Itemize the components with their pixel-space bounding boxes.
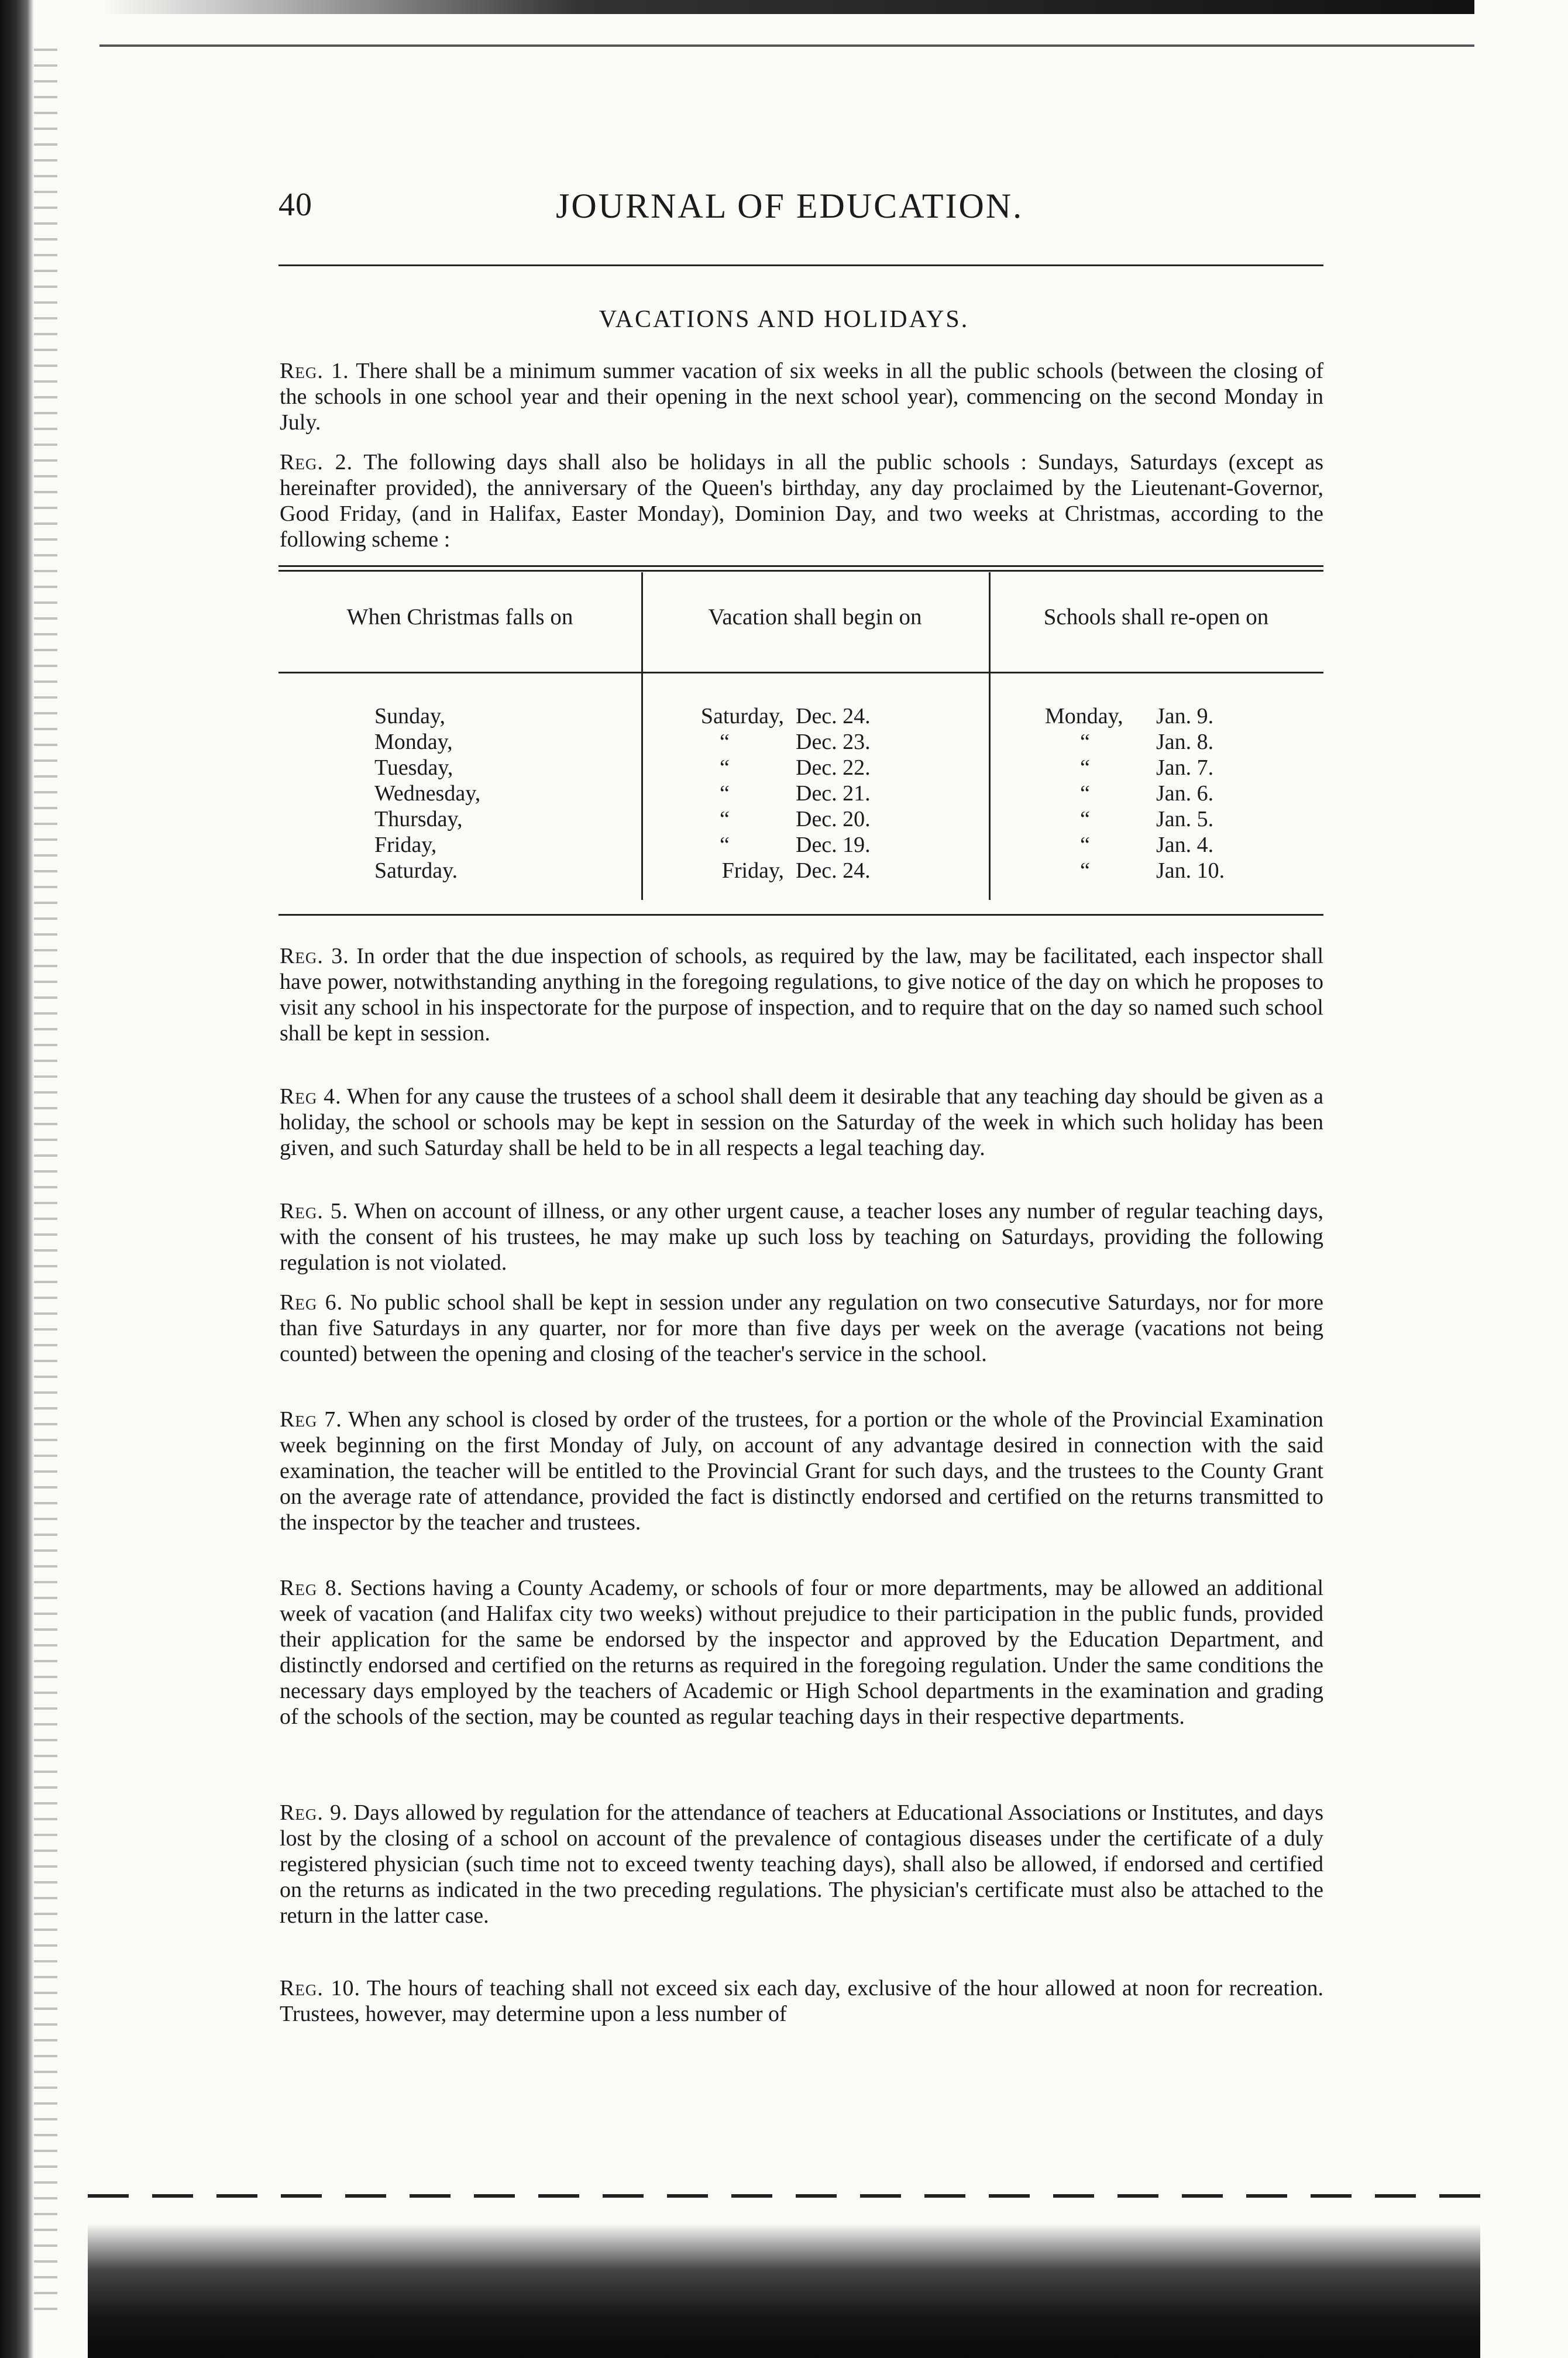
regulation-text: The hours of teaching shall not exceed six each day, exclusive of the hour allowed at noon for recreation. Trustees, however, may determine upon a less number of [280,1976,1323,2026]
column-reopen-date [1156,703,1225,884]
table-cell: Thursday, [374,807,463,831]
regulation-label: Reg. 3. [280,944,349,968]
regulation-8 [280,1575,1323,1730]
section-title: VACATIONS AND HOLIDAYS. [599,306,969,333]
table-cell: Dec. 23. [796,730,871,754]
regulation-9 [280,1800,1323,1929]
regulation-label: Reg 8. [280,1576,343,1600]
journal-title: JOURNAL OF EDUCATION. [556,187,1024,225]
header-rule [278,264,1323,266]
table-cell: Dec. 20. [796,807,871,831]
column-reopen-day [1045,703,1150,884]
table-cell: Jan. 9. [1156,704,1214,728]
column-header-begin: Vacation shall begin on [708,604,922,630]
regulation-10 [280,1975,1323,2027]
regulation-label: Reg 4. [280,1084,342,1109]
table-cell: Friday, [374,833,437,857]
regulation-2 [280,449,1323,552]
column-header-reopen: Schools shall re-open on [1043,604,1269,630]
table-cell: “ [1080,807,1090,831]
scan-edge-top [99,0,1474,14]
scan-edge-bottom [88,2223,1480,2358]
regulation-3 [280,943,1323,1046]
regulation-text: Days allowed by regulation for the attendance of teachers at Educational Associations or Institutes, and days lost by the closing of a school on account of the prevalence of contagious diseases under the certificate of a duly registered physician (such time not to exceed twenty teaching days), shall also be allowed, if endorsed and certified on the returns as indicated in the two preceding regulations. The physician's certificate must also be attached to the return in the latter case. [280,1800,1324,1928]
regulation-1 [280,358,1323,435]
table-top-rule-2 [278,570,1323,572]
regulation-label: Reg. 1. [280,359,349,383]
table-cell: Jan. 7. [1156,755,1214,780]
table-top-rule [278,565,1323,567]
regulation-text: There shall be a minimum summer vacation of six weeks in all the public schools (between the closing of the schools in one school year and their opening in the next school year), commencing on the second Monday in July. [280,359,1323,435]
scan-dash-bottom [88,2194,1480,2198]
regulation-label: Reg. 9. [280,1800,348,1825]
regulation-label: Reg. 10. [280,1976,360,2000]
regulation-text: No public school shall be kept in session under any regulation on two consecutive Saturdays, nor for more than five Saturdays in any quarter, nor for more than five days per week on the average (vacations not being counted) between the opening and closing of the teacher's service in the school. [280,1290,1324,1366]
scan-noise-left [34,35,57,2317]
table-cell: “ [720,807,730,831]
regulation-6 [280,1290,1323,1367]
scan-edge-left [0,0,34,2358]
table-cell: Friday, [721,858,784,883]
regulation-label: Reg 7. [280,1407,342,1432]
table-column-divider [989,572,991,900]
table-cell: Monday, [374,730,453,754]
table-cell: Saturday, [700,704,784,728]
regulation-4 [280,1084,1323,1161]
regulation-label: Reg 6. [280,1290,343,1315]
table-cell: “ [1080,858,1090,883]
table-cell: Wednesday, [374,781,481,806]
page-number: 40 [278,187,312,223]
regulation-text: Sections having a County Academy, or schools of four or more departments, may be allowed an additional week of vacation (and Halifax city two weeks) without prejudice to their participation in the public funds, provided their application for the same be endorsed by the inspector and approved by the Education Department, and distinctly endorsed and certified on the returns as required in the foregoing regulation. Under the same conditions the necessary days employed by the teachers of Academic or High School departments in the examination and grading of the schools of the section, may be counted as regular teaching days in their respective departments. [280,1576,1323,1729]
regulation-text: When for any cause the trustees of a school shall deem it desirable that any teaching day should be given as a holiday, the school or schools may be kept in session on the Saturday of the week in which such holiday has been given, and such Saturday shall be held to be in all respects a legal teaching day. [280,1084,1323,1160]
table-cell: Dec. 21. [796,781,871,806]
table-cell: Saturday. [374,858,458,883]
column-header-falls: When Christmas falls on [346,604,573,630]
regulation-text: When on account of illness, or any other urgent cause, a teacher loses any number of regular teaching days, with the consent of his trustees, he may make up such loss by teaching on Saturdays, providing the following regulation is not violated. [280,1199,1323,1275]
table-cell: “ [1080,781,1090,806]
scan-line-top [99,44,1474,47]
column-falls [374,703,480,884]
table-cell: Jan. 8. [1156,730,1214,754]
table-cell: “ [1080,833,1090,857]
table-header-rule [278,672,1323,673]
regulation-text: In order that the due inspection of schools, as required by the law, may be facilitated, each inspector shall have power, notwithstanding anything in the foregoing regulations, to give notice of the day on which he proposes to visit any school in his inspectorate for the purpose of inspection, and to require that on the day so named such school shall be kept in session. [280,944,1324,1046]
table-cell: “ [720,833,730,857]
table-cell: Monday, [1045,704,1123,728]
table-cell: “ [1080,755,1090,780]
regulation-text: When any school is closed by order of the trustees, for a portion or the whole of the Provincial Examination week beginning on the first Monday of July, on account of any advantage desired in connection with the said examination, the teacher will be entitled to the Provincial Grant for such days, and the trustees to the County Grant on the average rate of attendance, provided the fact is distinctly endorsed and certified on the returns transmitted to the inspector by the teacher and trustees. [280,1407,1323,1535]
table-cell: “ [1080,730,1090,754]
table-cell: “ [720,781,730,806]
column-begin-day [685,703,784,884]
table-cell: Jan. 6. [1156,781,1214,806]
table-cell: Dec. 24. [796,858,871,883]
regulation-5 [280,1198,1323,1276]
table-cell: Dec. 22. [796,755,871,780]
regulation-text: The following days shall also be holidays in all the public schools : Sundays, Saturdays (except as hereinafter provided), the anniversary of the Queen's birthday, any day proclaimed by the Lieutenant-Governor, Good Friday, (and in Halifax, Easter Monday), Dominion Day, and two weeks at Christmas, according to the following scheme : [280,450,1323,552]
table-cell: Jan. 5. [1156,807,1214,831]
regulation-label: Reg. 5. [280,1199,349,1223]
table-cell: Dec. 19. [796,833,871,857]
table-cell: “ [720,755,730,780]
regulation-label: Reg. 2. [280,450,353,475]
table-cell: Sunday, [374,704,446,728]
table-column-divider [641,572,643,900]
column-begin-date [796,703,871,884]
table-cell: Jan. 10. [1156,858,1225,883]
table-cell: “ [720,730,730,754]
regulation-7 [280,1407,1323,1535]
table-bottom-rule [278,914,1323,916]
table-cell: Tuesday, [374,755,453,780]
table-cell: Jan. 4. [1156,833,1214,857]
table-cell: Dec. 24. [796,704,871,728]
